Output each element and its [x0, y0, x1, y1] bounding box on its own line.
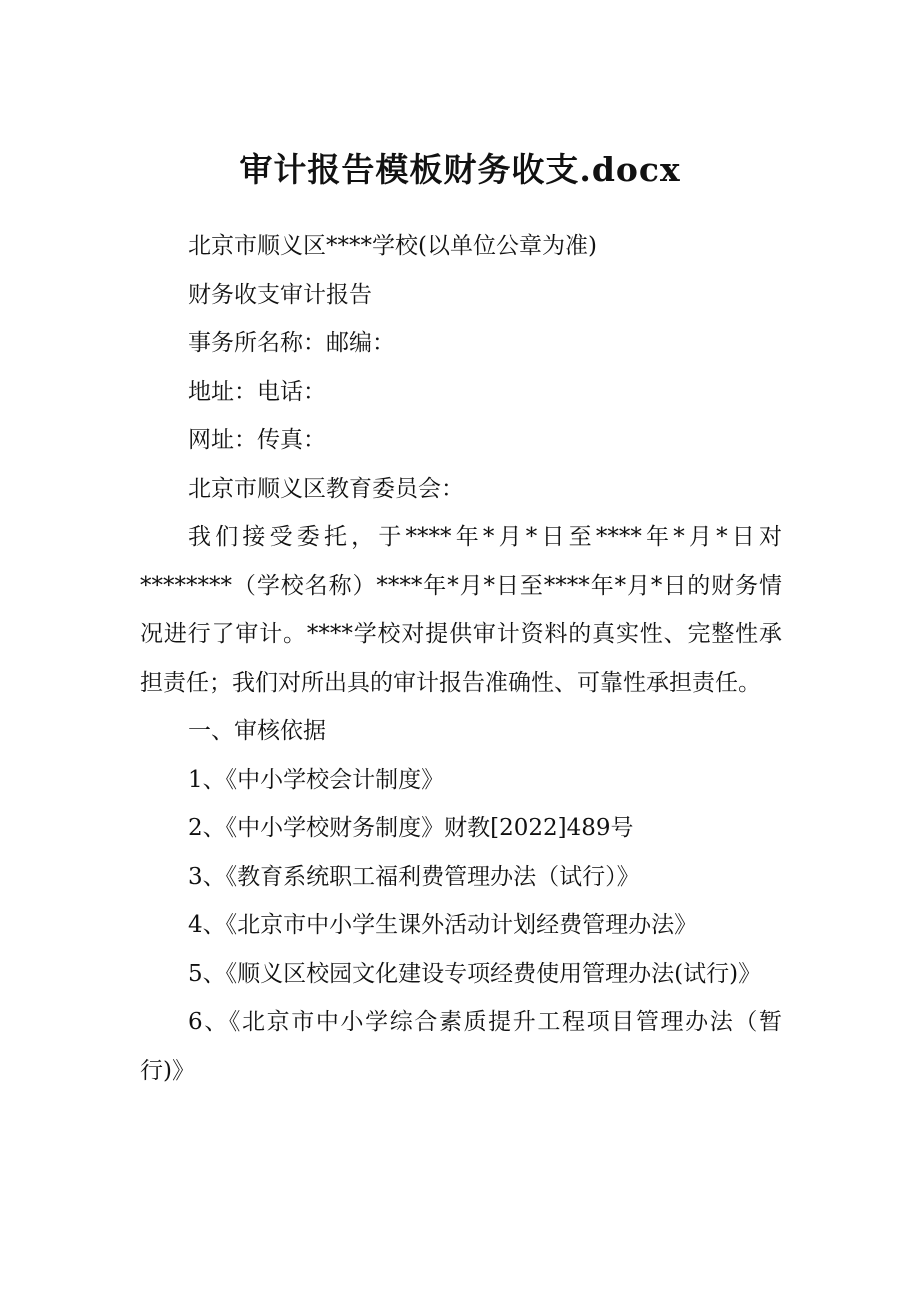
- school-name-line: 北京市顺义区****学校(以单位公章为准): [188, 233, 597, 259]
- engagement-paragraph: 我们接受委托，于****年*月*日至****年*月*日对********（学校名称）****年*月*日至****年*月*日的财务情况进行了审计。****学校对提供审计资料的真实性、完整性承担责任；我们对所出具的审计报告准确性、可靠性承担责任。: [140, 524, 782, 696]
- basis-item-2: 2、《中小学校财务制度》财教[2022]489号: [188, 815, 634, 841]
- address-phone-line: 地址：电话：: [188, 378, 326, 405]
- document-body: [140, 222, 782, 1095]
- basis-item-4: 4、《北京市中小学生课外活动计划经费管理办法》: [188, 912, 698, 938]
- website-fax-line: 网址：传真：: [188, 427, 326, 453]
- addressee-line: 北京市顺义区教育委员会：: [188, 475, 464, 502]
- basis-item-3: 3、《教育系统职工福利费管理办法（试行）》: [188, 863, 640, 890]
- report-type-line: 财务收支审计报告: [188, 281, 372, 308]
- basis-item-6: 6、《北京市中小学综合素质提升工程项目管理办法（暂行)》: [140, 1009, 782, 1084]
- section-heading-basis: 一、审核依据: [188, 718, 326, 744]
- firm-name-postcode-line: 事务所名称：邮编：: [188, 330, 395, 356]
- basis-item-5: 5、《顺义区校园文化建设专项经费使用管理办法(试行)》: [188, 960, 762, 987]
- document-title: 审计报告模板财务收支.docx: [239, 150, 681, 189]
- basis-item-1: 1、《中小学校会计制度》: [188, 766, 445, 793]
